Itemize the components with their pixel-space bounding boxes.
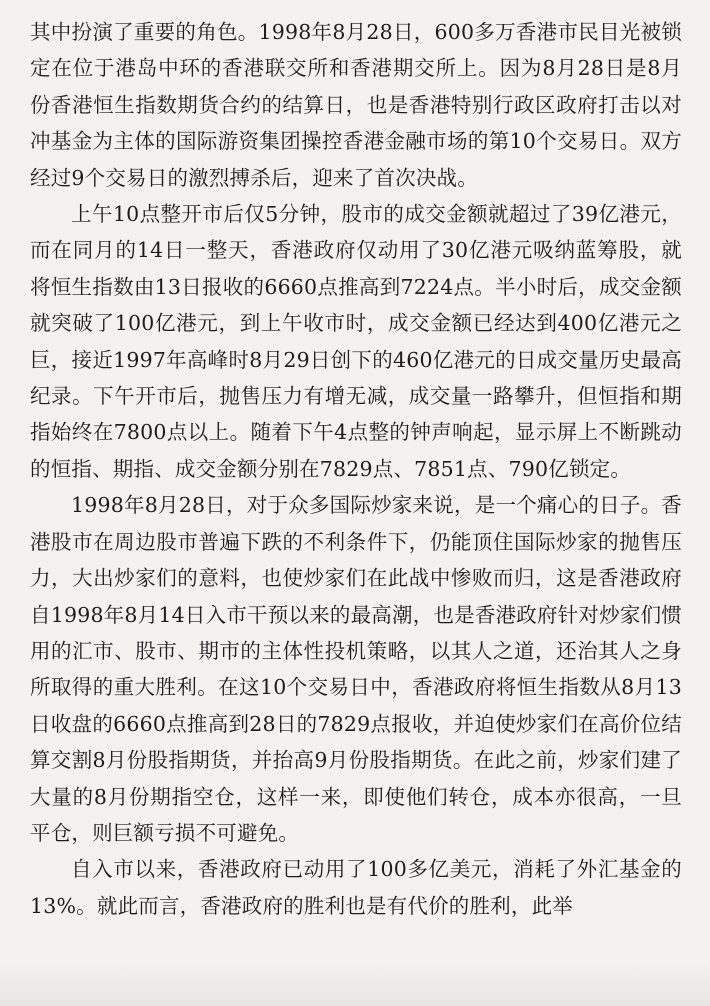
page-bottom-shadow bbox=[0, 964, 710, 1006]
paragraph-3: 1998年8月28日，对于众多国际炒家来说，是一个痛心的日子。香港股市在周边股市普遍下跌的不利条件下，仍能顶住国际炒家的抛售压力，大出炒家们的意料，也使炒家们在此战中惨败而归，这是香港政府自1998年8月14日入市干预以来的最高潮，也是香港政府针对炒家们惯用的汇市、股市、期市的主体性投机策略，以其人之道，还治其人之身所取得的重大胜利。在这10个交易日中，香港政府将恒生指数从8月13日收盘的6660点推高到28日的7829点报收，并迫使炒家们在高价位结算交割8月份股指期货，并抬高9月份股指期货。在此之前，炒家们建了大量的8月份期指空仓，这样一来，即使他们转仓，成本亦很高，一旦平仓，则巨额亏损不可避免。 bbox=[30, 493, 682, 845]
paragraph-4: 自入市以来，香港政府已动用了100多亿美元，消耗了外汇基金的13%。就此而言，香港政府的胜利也是有代价的胜利，此举 bbox=[30, 857, 682, 918]
paragraph-1: 其中扮演了重要的角色。1998年8月28日，600多万香港市民目光被锁定在位于港岛中环的香港联交所和香港期交所上。因为8月28日是8月份香港恒生指数期货合约的结算日，也是香港特别行政区政府打击以对冲基金为主体的国际游资集团操控香港金融市场的第10个交易日。双方经过9个交易日的激烈搏杀后，迎来了首次决战。 bbox=[30, 20, 682, 190]
paragraph-2: 上午10点整开市后仅5分钟，股市的成交金额就超过了39亿港元，而在同月的14日一整天，香港政府仅动用了30亿港元吸纳蓝筹股，就将恒生指数由13日报收的6660点推高到7224点。半小时后，成交金额就突破了100亿港元，到上午收市时，成交金额已经达到400亿港元之巨，接近1997年高峰时8月29日创下的460亿港元的日成交量历史最高纪录。下午开市后，抛售压力有增无减，成交量一路攀升，但恒指和期指始终在7800点以上。随着下午4点整的钟声响起，显示屏上不断跳动的恒指、期指、成交金额分别在7829点、7851点、790亿锁定。 bbox=[30, 202, 682, 481]
